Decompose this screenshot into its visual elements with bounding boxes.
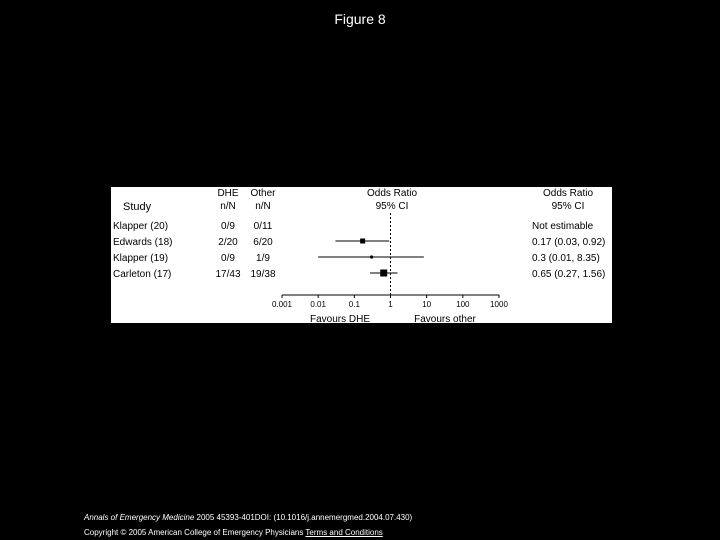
header-dhe-line1: DHE — [217, 188, 239, 199]
header-other-line2: n/N — [255, 201, 271, 212]
study-row — [113, 237, 605, 248]
header-dhe-line2: n/N — [220, 201, 236, 212]
x-tick-label: 0.1 — [348, 300, 360, 309]
citation-journal: Annals of Emergency Medicine — [84, 513, 195, 522]
x-tick-label: 100 — [456, 300, 470, 309]
x-tick-label: 0.001 — [271, 300, 293, 309]
favours-right-label: Favours other — [414, 314, 476, 323]
x-tick-label: 0.01 — [310, 300, 326, 309]
estimate-marker — [380, 270, 387, 277]
copyright-line — [84, 528, 383, 537]
odds-ratio-text: 0.65 (0.27, 1.56) — [532, 269, 606, 280]
forest-plot — [111, 187, 612, 323]
study-row — [113, 269, 605, 280]
odds-ratio-text: Not estimable — [532, 221, 594, 232]
x-tick-label: 10 — [422, 300, 432, 309]
header-or-right-line1: Odds Ratio — [542, 188, 594, 199]
other-events: 6/20 — [253, 237, 273, 248]
figure-title: Figure 8 — [334, 11, 386, 27]
header-study: Study — [123, 201, 152, 213]
forest-plot-panel — [111, 187, 612, 323]
citation-details: 2005 45393-401DOI: (10.1016/j.annemergmed.2004.07.430) — [194, 513, 413, 522]
study-name: Klapper (19) — [113, 253, 169, 264]
dhe-events: 2/20 — [218, 237, 238, 248]
study-name: Edwards (18) — [113, 237, 173, 248]
header-other-line1: Other — [250, 188, 276, 199]
odds-ratio-text: 0.3 (0.01, 8.35) — [532, 253, 600, 264]
dhe-events: 0/9 — [221, 221, 235, 232]
citation-line — [84, 513, 412, 522]
other-events: 1/9 — [256, 253, 270, 264]
header-or-line1: Odds Ratio — [366, 188, 418, 199]
odds-ratio-text: 0.17 (0.03, 0.92) — [532, 237, 606, 248]
x-tick-label: 1000 — [490, 300, 508, 309]
other-events: 0/11 — [253, 221, 273, 232]
copyright-text: Copyright © 2005 American College of Emergency Physicians — [84, 528, 304, 537]
study-row — [113, 221, 594, 232]
header-or-right-line2: 95% CI — [551, 201, 585, 212]
estimate-marker — [370, 255, 373, 258]
study-name: Klapper (20) — [113, 221, 169, 232]
estimate-marker — [360, 239, 365, 244]
dhe-events: 0/9 — [221, 253, 235, 264]
study-row — [113, 253, 600, 264]
terms-and-conditions-link[interactable]: Terms and Conditions — [305, 528, 383, 537]
other-events: 19/38 — [250, 269, 276, 280]
dhe-events: 17/43 — [215, 269, 241, 280]
study-name: Carleton (17) — [113, 269, 172, 280]
favours-left-label: Favours DHE — [309, 314, 371, 323]
header-or-line2: 95% CI — [375, 201, 409, 212]
x-tick-label: 1 — [388, 300, 393, 309]
